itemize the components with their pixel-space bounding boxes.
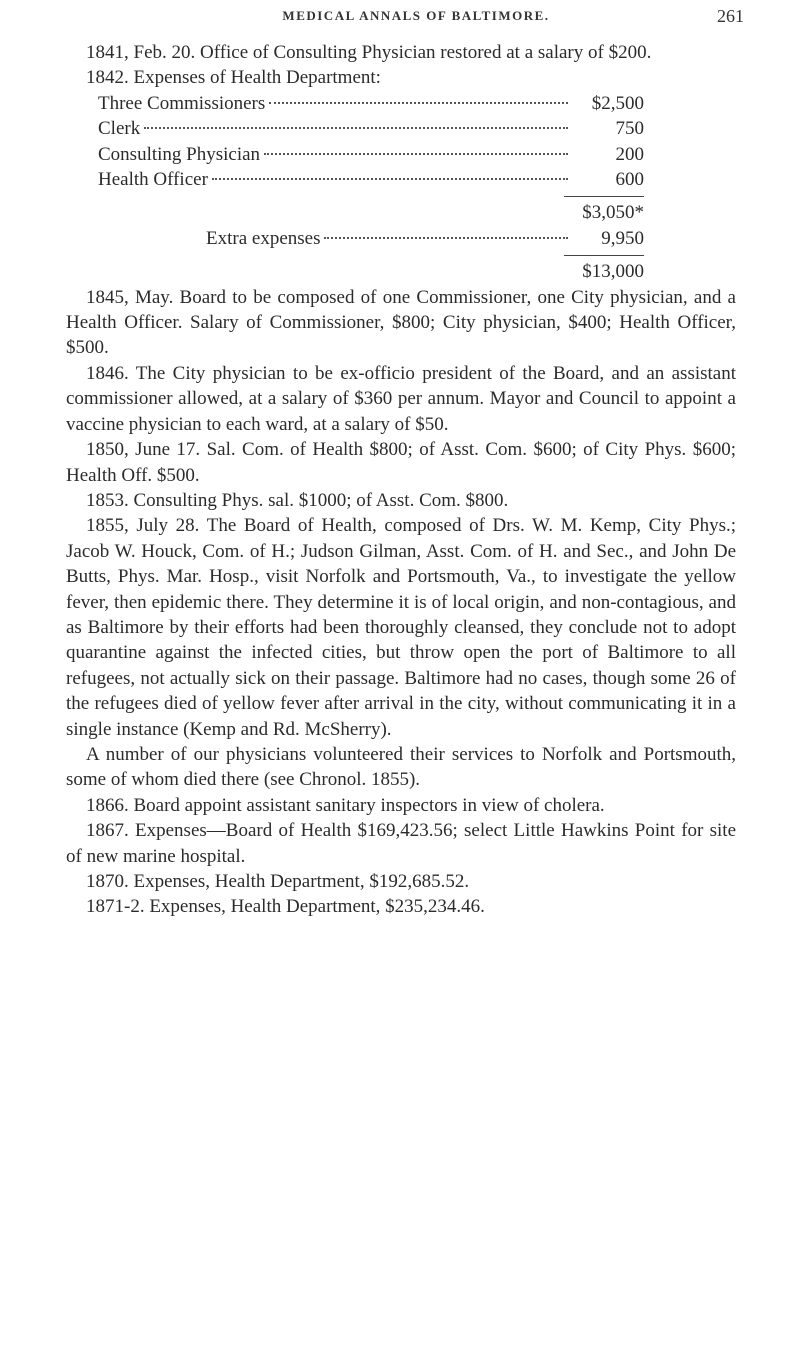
ledger-total: $13,000 [582,261,644,283]
ledger-label: Health Officer [98,169,208,191]
dot-leader [144,127,568,129]
ledger-label: Clerk [98,118,141,140]
expense-ledger [66,91,736,285]
ledger-row [66,116,644,141]
paragraph-1871: 1871-2. Expenses, Health Department, $235,234.46. [86,896,485,918]
ledger-row [66,167,644,192]
ledger-label: Extra expenses [206,227,321,249]
ledger-extra-row [66,226,644,251]
dot-leader [269,102,568,104]
sum-rule [564,196,644,197]
ledger-amount: 750 [615,118,644,140]
paragraph-1855: 1855, July 28. The Board of Health, composed of Drs. W. M. Kemp, City Phys.; Jacob W. Houck, Com. of H.; Judson Gilman, Asst. Com. of H. and Sec., and John De Butts, Phys. Mar. Hosp., visit Norfolk and Portsmouth, Va., to investigate the yellow fever, then epidemic there. They determine it is of local origin, and non-contagious, and as Baltimore by their efforts had been thoroughly cleansed, they conclude not to adopt quarantine against the infected cities, but throw open the port of Baltimore to all refugees, not actually sick on their passage. Baltimore had no cases, though some 26 of the refugees died of yellow fever after arrival in the city, without communicating it in a single instance (Kemp and Rd. McSherry). [66,515,736,740]
paragraph-1866: 1866. Board appoint assistant sanitary inspectors in view of cholera. [86,794,605,816]
paragraph-1853: 1853. Consulting Phys. sal. $1000; of Asst. Com. $800. [86,489,509,511]
ledger-label: Three Commissioners [98,92,266,114]
page-body [66,40,736,920]
ledger-row [66,142,644,167]
paragraph-1867: 1867. Expenses—Board of Health $169,423.56; select Little Hawkins Point for site of new marine hospital. [66,820,736,867]
total-rule [564,255,644,256]
ledger-amount: $2,500 [591,92,644,114]
dot-leader [264,153,568,155]
page-number: 261 [717,6,744,26]
running-header: MEDICAL ANNALS OF BALTIMORE. [282,8,550,23]
paragraph-1841: 1841, Feb. 20. Office of Consulting Physician restored at a salary of $200. [86,42,652,63]
ledger-label: Consulting Physician [98,143,261,165]
ledger-subtotal: $3,050* [582,202,644,224]
paragraph-volunteers: A number of our physicians volunteered their services to Norfolk and Portsmouth, some of whom died there (see Chronol. 1855). [66,743,736,791]
paragraph-1846: 1846. The City physician to be ex-officio president of the Board, and an assistant commissioner allowed, at a salary of $360 per annum. Mayor and Council to appoint a vaccine physician to each ward, at a salary of $50. [66,362,736,435]
ledger-row [66,91,644,116]
dot-leader [324,237,568,239]
paragraph-1842: 1842. Expenses of Health Department: [86,67,381,89]
ledger-amount: 9,950 [601,227,644,249]
paragraph-1845: 1845, May. Board to be composed of one Commissioner, one City physician, and a Health Officer. Salary of Commissioner, $800; City physician, $400; Health Officer, $500. [66,286,736,359]
ledger-amount: 600 [615,169,644,191]
paragraph-1850: 1850, June 17. Sal. Com. of Health $800; of Asst. Com. $600; of City Phys. $600; Health Off. $500. [66,439,736,486]
ledger-amount: 200 [615,143,644,165]
dot-leader [212,178,568,180]
paragraph-1870: 1870. Expenses, Health Department, $192,685.52. [86,871,470,892]
